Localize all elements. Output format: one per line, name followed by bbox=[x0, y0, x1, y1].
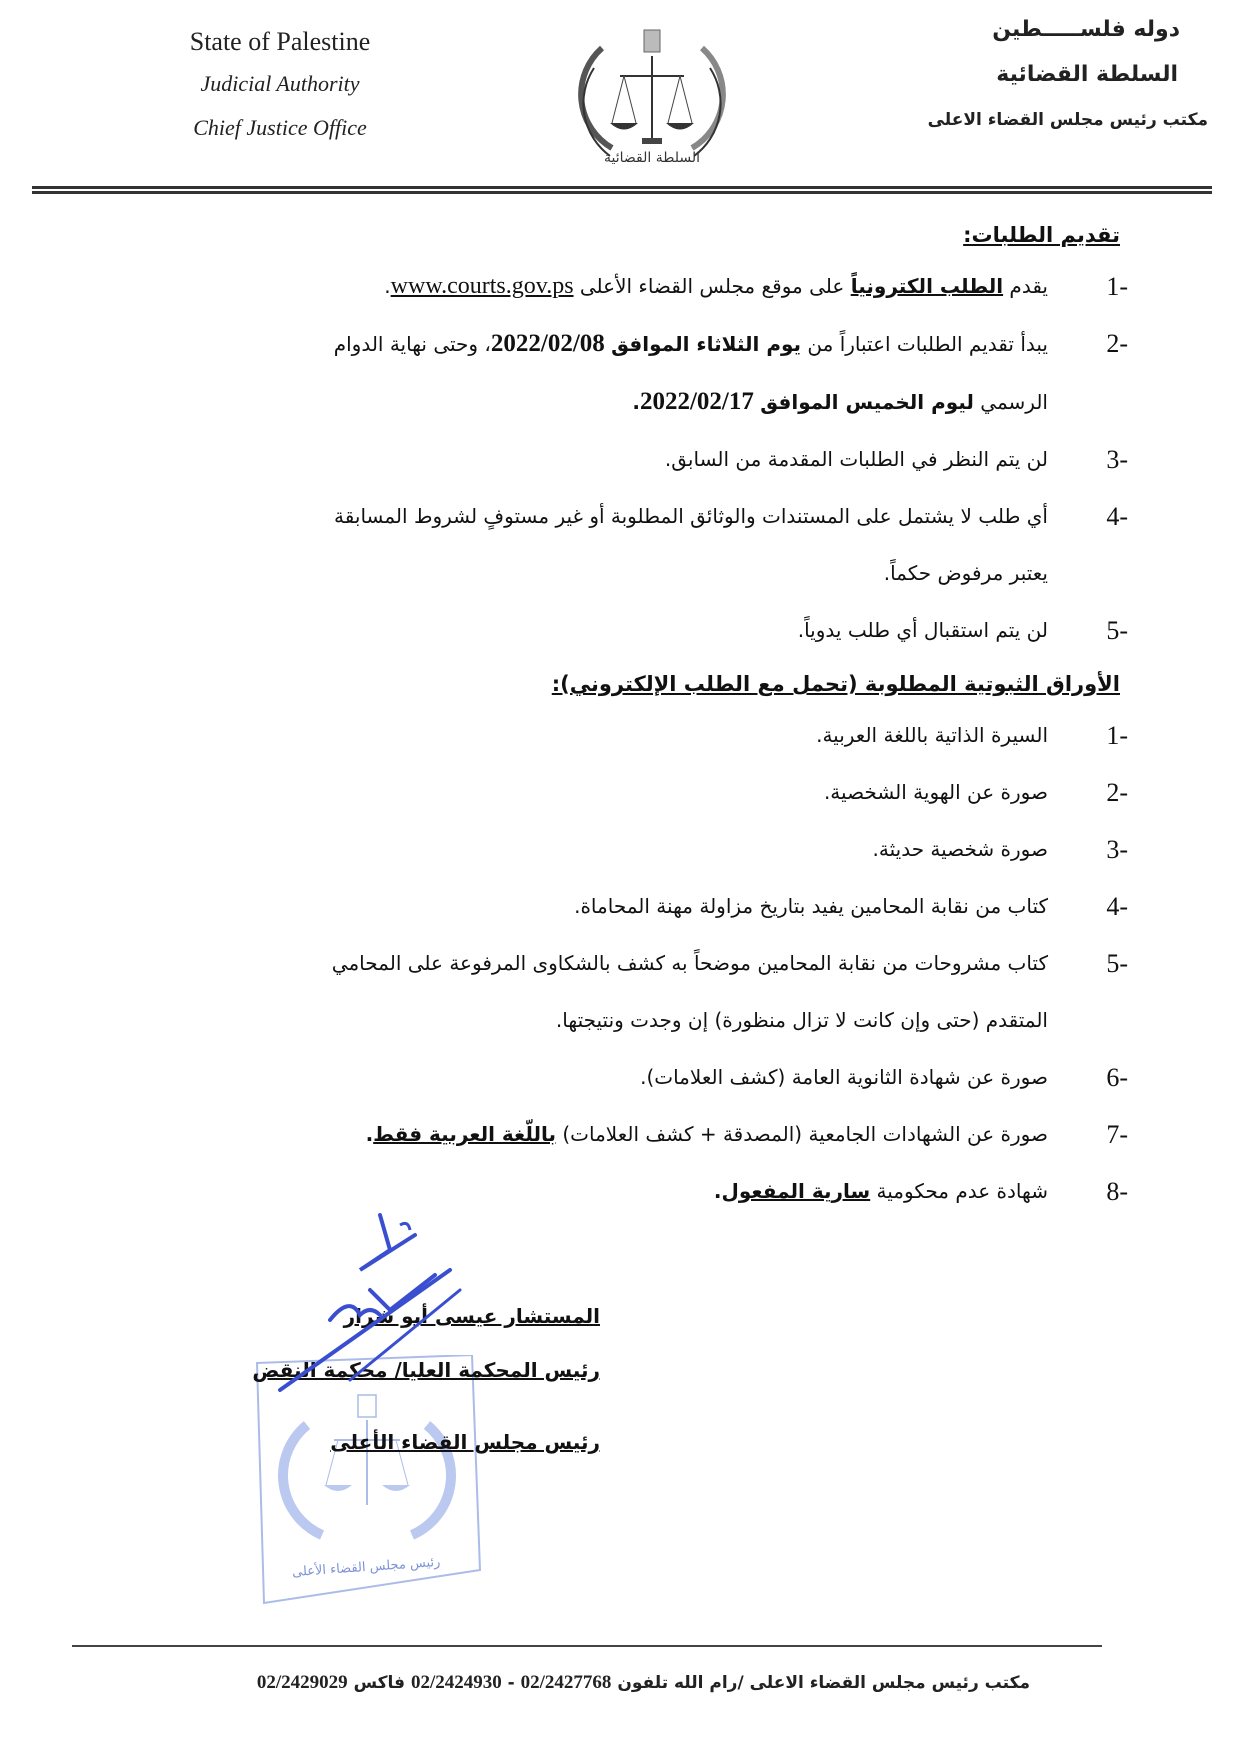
item-punct: . bbox=[632, 390, 640, 414]
item-text: على موقع مجلس القضاء الأعلى bbox=[573, 274, 851, 298]
header-state-name: State of Palestine bbox=[189, 27, 371, 56]
item-number: 6- bbox=[1106, 1063, 1128, 1092]
emphasis-text: ليوم الخميس الموافق bbox=[760, 390, 974, 414]
item-number: 7- bbox=[1106, 1120, 1128, 1149]
emphasis-text: سارية المفعول bbox=[721, 1179, 871, 1203]
signatory-title-court: رئيس المحكمة العليا/ محكمة النقض bbox=[252, 1358, 600, 1382]
item-text: لن يتم استقبال أي طلب يدوياً. bbox=[797, 618, 1048, 642]
item-number: 2- bbox=[1106, 329, 1128, 358]
header-authority-name: Judicial Authority bbox=[200, 71, 360, 96]
item-text-continued: المتقدم (حتى وإن كانت لا تزال منظورة) إن وجدت ونتيجتها. bbox=[555, 1008, 1048, 1032]
item-text: يبدأ تقديم الطلبات اعتباراً من bbox=[801, 332, 1048, 356]
section-title-applications: تقديم الطلبات: bbox=[963, 223, 1120, 247]
list-item bbox=[120, 488, 1128, 602]
list-item bbox=[120, 821, 1128, 878]
footer-divider bbox=[72, 1645, 1102, 1647]
header-arabic bbox=[878, 10, 1208, 140]
footer-separator: - bbox=[501, 1673, 521, 1693]
item-text: صورة عن الشهادات الجامعية (المصدقة + كشف العلامات) bbox=[556, 1122, 1048, 1146]
item-text: يقدم bbox=[1003, 274, 1048, 298]
list-item bbox=[120, 431, 1128, 488]
section-title-required-documents: الأوراق الثبوتية المطلوبة (تحمل مع الطلب الإلكتروني): bbox=[551, 672, 1120, 696]
footer-phone-2: 02/2427768 bbox=[520, 1672, 612, 1693]
list-item bbox=[120, 315, 1128, 431]
header-divider bbox=[32, 186, 1212, 196]
list-item bbox=[120, 935, 1128, 1049]
item-text: كتاب من نقابة المحامين يفيد بتاريخ مزاولة مهنة المحاماة. bbox=[574, 894, 1048, 918]
item-number: 5- bbox=[1106, 949, 1128, 978]
item-text: السيرة الذاتية باللغة العربية. bbox=[816, 723, 1048, 747]
list-item bbox=[120, 1106, 1128, 1163]
item-text: أي طلب لا يشتمل على المستندات والوثائق المطلوبة أو غير مستوفٍ لشروط المسابقة bbox=[334, 504, 1048, 528]
header-state-name-ar: دوله فلســـــطين bbox=[992, 17, 1180, 42]
item-text: الرسمي bbox=[973, 390, 1048, 414]
item-number: 4- bbox=[1106, 892, 1128, 921]
footer-phone-1: 02/2424930 bbox=[410, 1672, 502, 1693]
footer-contact bbox=[170, 1672, 1030, 1694]
judicial-authority-seal-icon bbox=[572, 8, 732, 168]
signatory-title-council: رئيس مجلس القضاء الأعلى bbox=[330, 1430, 600, 1454]
emphasis-text: باللّغة العربية فقط bbox=[373, 1122, 557, 1146]
item-number: 3- bbox=[1106, 835, 1128, 864]
list-item bbox=[120, 258, 1128, 315]
document-body bbox=[120, 212, 1128, 1220]
item-punct: . bbox=[713, 1179, 722, 1203]
item-punct: . bbox=[365, 1122, 374, 1146]
item-text: صورة عن الهوية الشخصية. bbox=[823, 780, 1048, 804]
item-punct: . bbox=[384, 274, 391, 298]
item-number: 2- bbox=[1106, 778, 1128, 807]
list-item bbox=[120, 878, 1128, 935]
item-number: 1- bbox=[1106, 721, 1128, 750]
list-item bbox=[120, 602, 1128, 659]
emphasis-text: الطلب الكترونياً bbox=[850, 274, 1004, 298]
footer-fax-label: فاكس bbox=[347, 1673, 411, 1693]
end-date: 2022/02/17 bbox=[639, 388, 754, 415]
list-item bbox=[120, 1049, 1128, 1106]
list-item bbox=[120, 707, 1128, 764]
item-number: 5- bbox=[1106, 616, 1128, 645]
header-english bbox=[150, 22, 410, 150]
item-number: 4- bbox=[1106, 502, 1128, 531]
item-text: شهادة عدم محكومية bbox=[870, 1179, 1048, 1203]
signatory-name: المستشار عيسى أبو شرار bbox=[343, 1304, 600, 1328]
stamp-caption: رئيس مجلس القضاء الأعلى bbox=[291, 1554, 441, 1581]
emphasis-text: يوم الثلاثاء الموافق bbox=[611, 332, 802, 356]
courts-website-link[interactable]: www.courts.gov.ps bbox=[390, 273, 574, 299]
header-office-name-ar: مكتب رئيس مجلس القضاء الاعلى bbox=[927, 110, 1208, 130]
item-number: 8- bbox=[1106, 1177, 1128, 1206]
item-number: 3- bbox=[1106, 445, 1128, 474]
start-date: 2022/02/08 bbox=[490, 330, 605, 357]
header-office-name: Chief Justice Office bbox=[193, 115, 367, 140]
footer-address: مكتب رئيس مجلس القضاء الاعلى /رام الله تلفون bbox=[611, 1673, 1030, 1693]
item-text: صورة عن شهادة الثانوية العامة (كشف العلامات). bbox=[640, 1065, 1048, 1089]
item-text-continued: يعتبر مرفوض حكماً. bbox=[883, 561, 1048, 585]
seal-caption: السلطة القضائية bbox=[604, 150, 700, 166]
item-text: ، وحتى نهاية الدوام bbox=[333, 332, 491, 356]
header-authority-name-ar: السلطة القضائية bbox=[996, 62, 1178, 87]
item-text: كتاب مشروحات من نقابة المحامين موضحاً به كشف بالشكاوى المرفوعة على المحامي bbox=[331, 951, 1048, 975]
footer-fax-number: 02/2429029 bbox=[256, 1672, 348, 1693]
item-text: صورة شخصية حديثة. bbox=[872, 837, 1048, 861]
list-item bbox=[120, 764, 1128, 821]
item-text: لن يتم النظر في الطلبات المقدمة من السابق. bbox=[664, 447, 1048, 471]
item-number: 1- bbox=[1106, 272, 1128, 301]
handwritten-signature-icon bbox=[240, 1210, 500, 1410]
